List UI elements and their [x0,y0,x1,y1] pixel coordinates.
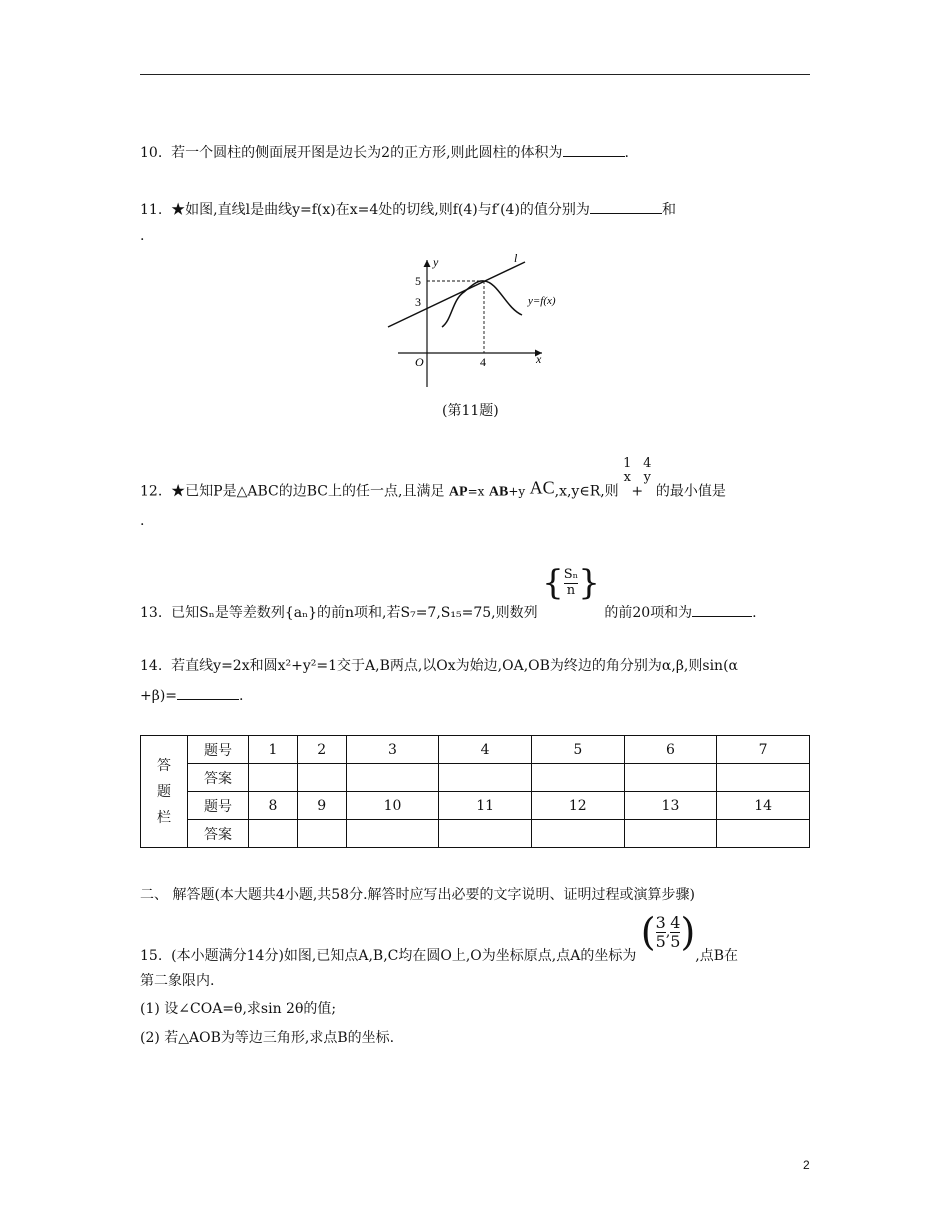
curve-f [442,281,522,327]
q14-line2: +β)= . [140,685,243,704]
question-cell: 8 [249,792,298,820]
question-cell: 5 [531,736,624,764]
tick-5: 5 [415,274,421,288]
question-cell: 13 [624,792,717,820]
curve-label: y=f(x) [528,295,556,307]
q10-text: 若一个圆柱的侧面展开图是边长为2的正方形,则此圆柱的体积为 [171,145,563,161]
header-rule [140,74,810,75]
q13-number: 13. [140,605,163,621]
coord-3-5: $\frac{3}{5}$ [655,912,666,951]
coord-4-5: $\frac{4}{5}$ [670,912,681,951]
question-cell: 9 [297,792,346,820]
tick-4: 4 [480,355,486,369]
question-14 [140,655,738,675]
q13-prefix: 已知Sₙ是等差数列{aₙ}的前n项和,若S₇=7,S₁₅=75,则数列 [171,605,538,621]
answer-cell[interactable] [249,764,298,792]
q14-blank[interactable] [177,685,239,700]
q12-prefix: ★已知P是△ABC的边BC上的任一点,且满足 [171,483,445,500]
tick-3: 3 [415,295,421,309]
q13-blank[interactable] [692,602,752,617]
q12-suffix: 的最小值是 [655,483,726,500]
answer-cell[interactable] [531,820,624,848]
answer-cell[interactable] [624,820,717,848]
answer-cell[interactable] [531,764,624,792]
q15-number: 15. [140,948,163,964]
figure-11 [380,250,560,390]
section-2-heading: 二、 解答题(本大题共4小题,共58分.解答时应写出必要的文字说明、证明过程或演算步骤) [140,887,695,903]
tangent-line [388,262,525,327]
row-label-answer: 答案 [188,820,249,848]
answer-cell[interactable] [346,764,439,792]
question-cell: 14 [717,792,810,820]
question-cell: 3 [346,736,439,764]
figure-11-caption: (第11题) [442,403,499,419]
origin-label: O [415,355,424,369]
answer-cell[interactable] [624,764,717,792]
answer-cell[interactable] [717,764,810,792]
line-label: l [514,251,518,265]
q11-number: 11. [140,202,163,218]
sequence-sn-over-n: $\frac{\text{Sₙ}}{n}$ [563,567,579,598]
row-label-question: 题号 [188,792,249,820]
question-10: 10. 若一个圆柱的侧面展开图是边长为2的正方形,则此圆柱的体积为 . [140,142,629,162]
answer-cell[interactable] [297,764,346,792]
q11-blank[interactable] [590,199,662,214]
fraction-1-over-x: 1 x [623,456,632,486]
answer-table-side-label: 答 题 栏 [141,736,188,848]
question-13: 13. 已知Sₙ是等差数列{aₙ}的前n项和,若S₇=7,S₁₅=75,则数列 { $\frac{\text{Sₙ}}{n}$ } 的前20项和为 . [140,563,757,621]
q15-suffix: ,点B在 [695,948,739,964]
vector-ab: AB [488,484,509,500]
q11-text: ★如图,直线l是曲线y=f(x)在x=4处的切线,则f(4)与f′(4)的值分别为 [171,202,590,218]
q14-text: 若直线y=2x和圆x²+y²=1交于A,B两点,以Ox为始边,OA,OB为终边的角分别为α,β,则sin(α [171,658,738,674]
answer-cell[interactable] [346,820,439,848]
answer-cell[interactable] [439,764,532,792]
question-cell: 7 [717,736,810,764]
q12-number: 12. [140,483,163,500]
question-11: 11. ★如图,直线l是曲线y=f(x)在x=4处的切线,则f(4)与f′(4)的值分别为 和 [140,199,676,219]
answer-cell[interactable] [297,820,346,848]
vector-ap: AP [448,484,468,500]
answer-cell[interactable] [249,820,298,848]
x-label: x [536,352,542,366]
question-cell: 6 [624,736,717,764]
row-label-answer: 答案 [188,764,249,792]
question-cell: 2 [297,736,346,764]
q14-number: 14. [140,658,163,674]
question-cell: 12 [531,792,624,820]
question-cell: 1 [249,736,298,764]
q15-part-2: (2) 若△AOB为等边三角形,求点B的坐标. [140,1030,395,1046]
q10-number: 10. [140,145,163,161]
answer-cell[interactable] [439,820,532,848]
q11-tail-dot: . [140,228,145,244]
q15-part-1: (1) 设∠COA=θ,求sin 2θ的值; [140,1001,337,1017]
page-number: 2 [803,1158,810,1172]
question-15: 15. (本小题满分14分)如图,已知点A,B,C均在圆O上,O为坐标原点,点A的坐标为 ( $\frac{3}{5}$ , $\frac{4}{5}$ ),点B在 [140,910,739,964]
question-cell: 10 [346,792,439,820]
answer-cell[interactable] [717,820,810,848]
q15-line2: 第二象限内. [140,973,215,989]
q15-prefix: (本小题满分14分)如图,已知点A,B,C均在圆O上,O为坐标原点,点A的坐标为 [171,948,637,964]
question-cell: 4 [439,736,532,764]
q10-blank[interactable] [563,142,625,157]
vector-ac: AC [529,477,555,498]
row-label-question: 题号 [188,736,249,764]
q13-suffix: 的前20项和为 [604,605,693,621]
q12-tail-dot: . [140,513,145,529]
answer-table [140,735,810,848]
y-label: y [433,255,439,269]
question-12: 12. ★已知P是△ABC的边BC上的任一点,且满足 AP=x AB+y AC,x,y∈R,则 1 x + 4 y 的最小值是 [140,456,726,500]
question-cell: 11 [439,792,532,820]
fraction-4-over-y: 4 y [643,456,652,486]
